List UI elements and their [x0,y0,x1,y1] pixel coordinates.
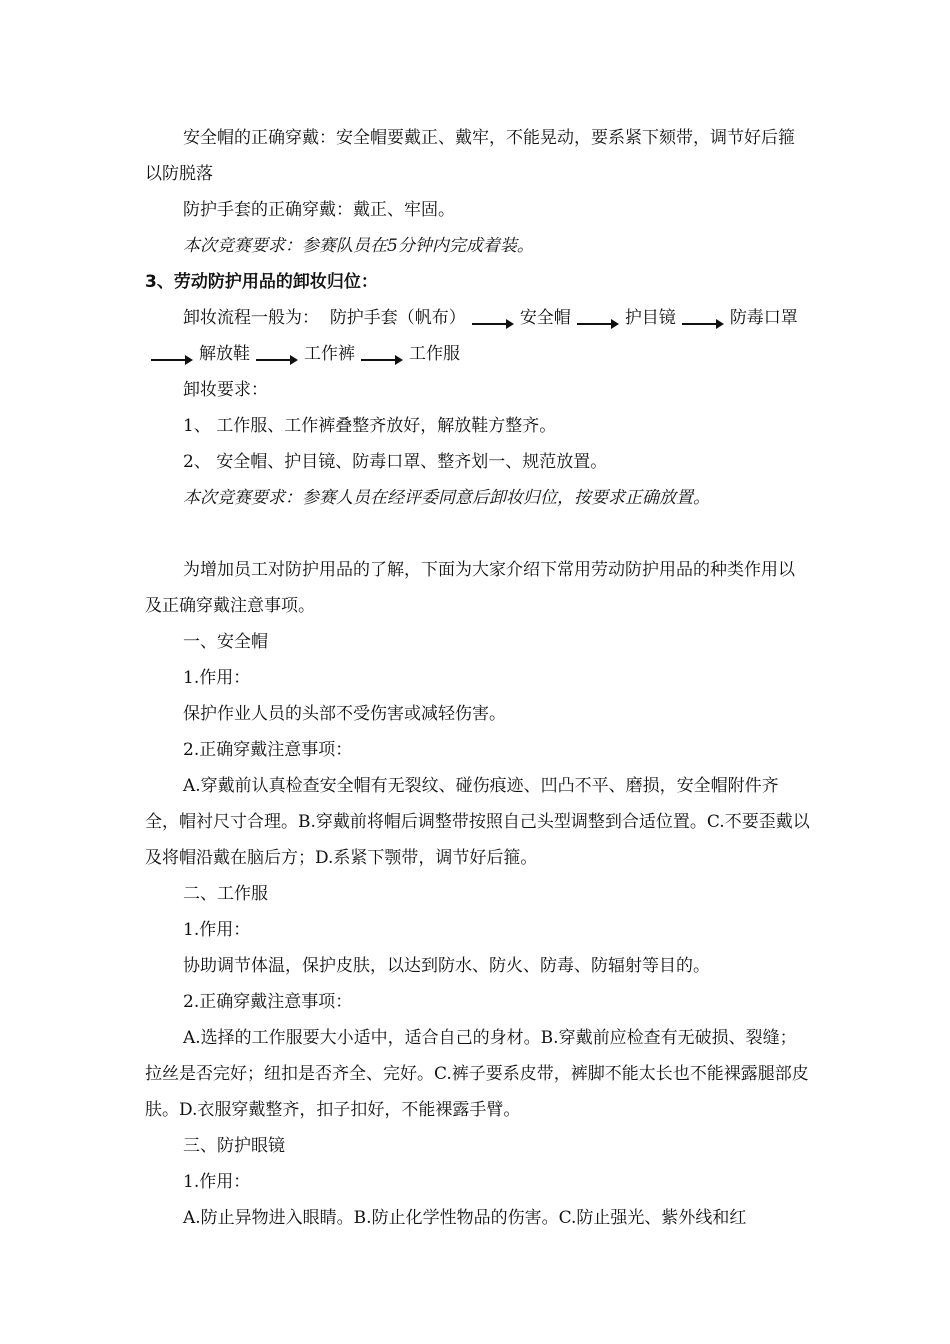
intro-paragraph: 为增加员工对防护用品的了解，下面为大家介绍下常用劳动防护用品的种类作用以及正确穿戴注意事项。 [145,560,795,616]
competition-requirement-1: 本次竞赛要求：参赛队员在5分钟内完成着装。 [183,236,534,256]
flow-arrow-icon [577,315,619,327]
removal-requirement-1: 1、 工作服、工作裤叠整齐放好，解放鞋方整齐。 [183,416,557,436]
goggles-function-text: A.防止异物进入眼睛。B.防止化学性物品的伤害。C.防止强光、紫外线和红 [183,1208,747,1228]
flow-step-helmet: 安全帽 [519,308,571,328]
workwear-section-title: 二、工作服 [183,884,268,904]
flow-step-shoes: 解放鞋 [199,344,250,364]
workwear-function-label: 1.作用： [183,920,251,940]
flow-step-gloves: 防护手套（帆布） [329,308,466,328]
paragraph-gap [145,516,811,552]
removal-flow-prefix: 卸妆流程一般为： [183,308,319,328]
helmet-function-text: 保护作业人员的头部不受伤害或减轻伤害。 [183,704,506,724]
flow-arrow-icon [256,351,298,363]
workwear-notes-label: 2.正确穿戴注意事项： [183,992,353,1012]
helmet-notes-text: A.穿戴前认真检查安全帽有无裂纹、碰伤痕迹、凹凸不平、磨损，安全帽附件齐全，帽衬尺寸合理。B.穿戴前将帽后调整带按照自己头型调整到合适位置。C.不要歪戴以及将帽沿戴在脑后方；D.系紧下颚带，调节好后箍。 [145,776,810,868]
section-3-heading: 3、劳动防护用品的卸妆归位： [145,272,378,292]
workwear-function-text: 协助调节体温，保护皮肤，以达到防水、防火、防毒、防辐射等目的。 [183,956,710,976]
helmet-notes-label: 2.正确穿戴注意事项： [183,740,353,760]
removal-flow-paragraph [145,300,811,372]
helmet-section-title: 一、安全帽 [183,632,268,652]
removal-requirement-title: 卸妆要求： [183,380,268,400]
gloves-wear-paragraph: 防护手套的正确穿戴：戴正、牢固。 [183,200,455,220]
flow-arrow-icon [682,315,724,327]
flow-step-pants: 工作裤 [304,344,355,364]
flow-arrow-icon [472,315,514,327]
document-body [145,120,811,1236]
helmet-function-label: 1.作用： [183,668,251,688]
goggles-section-title: 三、防护眼镜 [183,1136,285,1156]
goggles-function-label: 1.作用： [183,1172,251,1192]
helmet-wear-paragraph: 安全帽的正确穿戴：安全帽要戴正、戴牢，不能晃动，要系紧下颏带，调节好后箍以防脱落 [145,128,795,184]
flow-arrow-icon [151,351,193,363]
competition-requirement-2: 本次竞赛要求：参赛人员在经评委同意后卸妆归位，按要求正确放置。 [183,488,710,508]
flow-step-goggles: 护目镜 [624,308,676,328]
flow-step-mask: 防毒口罩 [729,308,798,328]
flow-arrow-icon [361,351,403,363]
flow-step-workwear: 工作服 [409,344,460,364]
workwear-notes-text: A.选择的工作服要大小适中，适合自己的身材。B.穿戴前应检查有无破损、裂缝；拉丝是否完好；纽扣是否齐全、完好。C.裤子要系皮带，裤脚不能太长也不能裸露腿部皮肤。D.衣服穿戴整齐，扣子扣好，不能裸露手臂。 [145,1028,809,1120]
removal-requirement-2: 2、 安全帽、护目镜、防毒口罩、整齐划一、规范放置。 [183,452,608,472]
